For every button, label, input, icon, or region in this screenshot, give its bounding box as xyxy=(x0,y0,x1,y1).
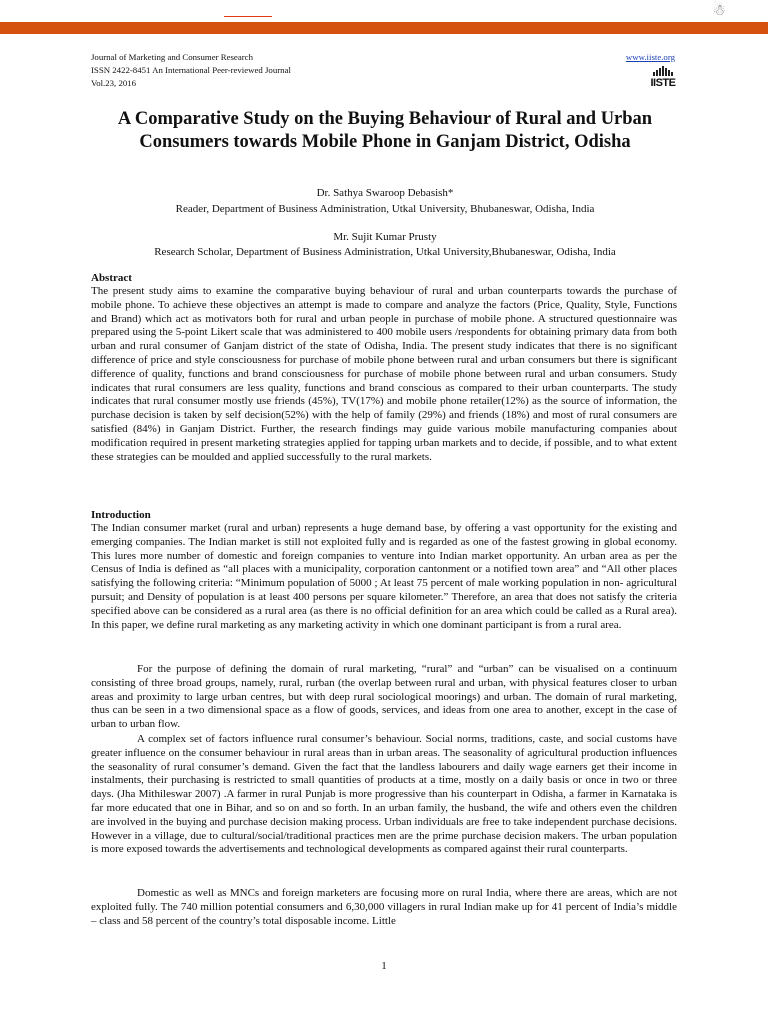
logo-text: IISTE xyxy=(650,77,676,89)
author-2-name: Mr. Sujit Kumar Prusty xyxy=(333,231,437,243)
journal-volume: Vol.23, 2016 xyxy=(91,78,137,88)
journal-name: Journal of Marketing and Consumer Research xyxy=(91,52,253,62)
intro-paragraph-3: A complex set of factors influence rural consumer’s behaviour. Social norms, traditions, caste, and social customs have greater influence on the consumer behaviour in rural areas than in urban areas. The seasonality of agricultural production influences the seasonality of rural consumer’s demand. Given the fact that the landless labourers and daily wage earners get their income in instalments, their purchasing is restricted to small quantities of products at a time, mostly on a daily basis or once in two or three days. (Jha Mithileswar 2007) .A farmer in rural Punjab is more progressive than his counterpart in Odisha, a farmer in Karnataka is far more educated that one in Bihar, and so on and so forth. In an urban family, the husband, the wife and others even the children are involved in the buying and purchase decision making process. Urban individuals are free to take independent purchase decisions. However in a village, due to cultural/social/traditional practices men are the prime purchase decision makers. The urban population is more exposed towards the advertisements and technological developments as compared against their rural counterparts. xyxy=(91,733,677,856)
journal-issn: ISSN 2422-8451 An International Peer-reviewed Journal xyxy=(91,65,291,75)
top-link-underline[interactable] xyxy=(224,16,272,17)
intro-paragraph-1: The Indian consumer market (rural and urban) represents a huge demand base, by offering a vast opportunity for the existing and emerging companies. The Indian market is still not exploited fully and is regarded as one of the fastest growing in global economy. This lures more number of domestic and foreign companies to venture into Indian market opportunity. An urban area as per the Census of India is defined as “all places with a municipality, corporation cantonment or a notified town area” and “All other places satisfying the following criteria: “Minimum population of 5000 ; At least 75 percent of male working population in non- agricultural pursuit; and Density of population is at least 400 persons per square kilometer.” Therefore, an area that does not satisfy the criteria specified above can be considered as a rural area (as there is no official definition for an area which could be called as a Rural area). In this paper, we define rural marketing as any marketing activity in which one dominant participant is from a rural area. xyxy=(91,522,677,631)
journal-url-link[interactable]: www.iiste.org xyxy=(625,52,675,62)
logo-bars-icon xyxy=(650,66,676,76)
abstract-heading: Abstract xyxy=(91,272,132,284)
intro-paragraph-4: Domestic as well as MNCs and foreign marketers are focusing more on rural India, where there are areas, which are not exploited fully. The 740 million potential consumers and 6,30,000 villagers in rural Indian make up for 41 percent of India’s middle – class and 58 percent of the country’s total disposable income. Little xyxy=(91,887,677,927)
abstract-text: The present study aims to examine the comparative buying behaviour of rural and urban counterparts towards the purchase of mobile phone. To achieve these objectives an attempt is made to compare and analyze the factors (Price, Quality, Style, Functions and Brand) which act as motivators both for rural and urban people in purchase of mobile phone. A structured questionnaire was prepared using the 5-point Likert scale that was administered to 400 mobile users /respondents for obtaining primary data from both urban and rural consumer of Ganjam district of the state of Odisha, India. The present study indicates that there is no significant difference of price and style consciousness for purchase of mobile phone between rural and urban consumers but there is significant difference of quality, functions and brand consciousness for purchase of mobile phone between rural and urban consumers. Study indicates that rural consumers are less quality, functions and brand conscious as compared to their urban counterparts. The study indicates that rural consumer mostly use friends (45%), TV(17%) and mobile phone retailer(12%) as the source of information, the purchase decision is taken by self decision(52%) with the help of family (29%) and friends (18%) and most of rural consumers are satisfied (84%) in Ganjam District. Further, the research findings may guide various mobile manufacturing companies about modification required in present marketing strategies applied for tapping urban markets and to decide, if possible, and to what extent these strategies can be moulded and applied successfully to the rural markets. xyxy=(91,285,677,463)
viewer-top-bar xyxy=(0,0,768,23)
download-icon[interactable]: ☃ xyxy=(712,3,726,19)
author-1-affiliation: Reader, Department of Business Administration, Utkal University, Bhubaneswar, Odisha, India xyxy=(175,203,595,215)
header-color-band xyxy=(0,22,768,34)
paper-title: A Comparative Study on the Buying Behaviour of Rural and Urban Consumers towards Mobile Phone in Ganjam District, Odisha xyxy=(117,109,653,152)
journal-header xyxy=(91,51,677,90)
iiste-logo xyxy=(650,66,676,90)
introduction-heading: Introduction xyxy=(91,509,151,521)
author-1-name: Dr. Sathya Swaroop Debasish* xyxy=(316,187,454,199)
intro-paragraph-2: For the purpose of defining the domain of rural marketing, “rural” and “urban” can be visualised on a continuum consisting of three broad groups, namely, rural, rurban (the overlap between rural and urban, with physical features closer to urban areas and proximity to large urban centres, but with deep rural sociological moorings) and urban. The domain of rural marketing, thus can be seen in a two dimensional space as a flow of goods, services, and ideas from one area to another, except in the case of urban to urban flow. xyxy=(91,663,677,731)
author-2-affiliation: Research Scholar, Department of Business Administration, Utkal University,Bhubaneswar, Odisha, India xyxy=(154,246,616,258)
page-number: 1 xyxy=(381,960,387,972)
